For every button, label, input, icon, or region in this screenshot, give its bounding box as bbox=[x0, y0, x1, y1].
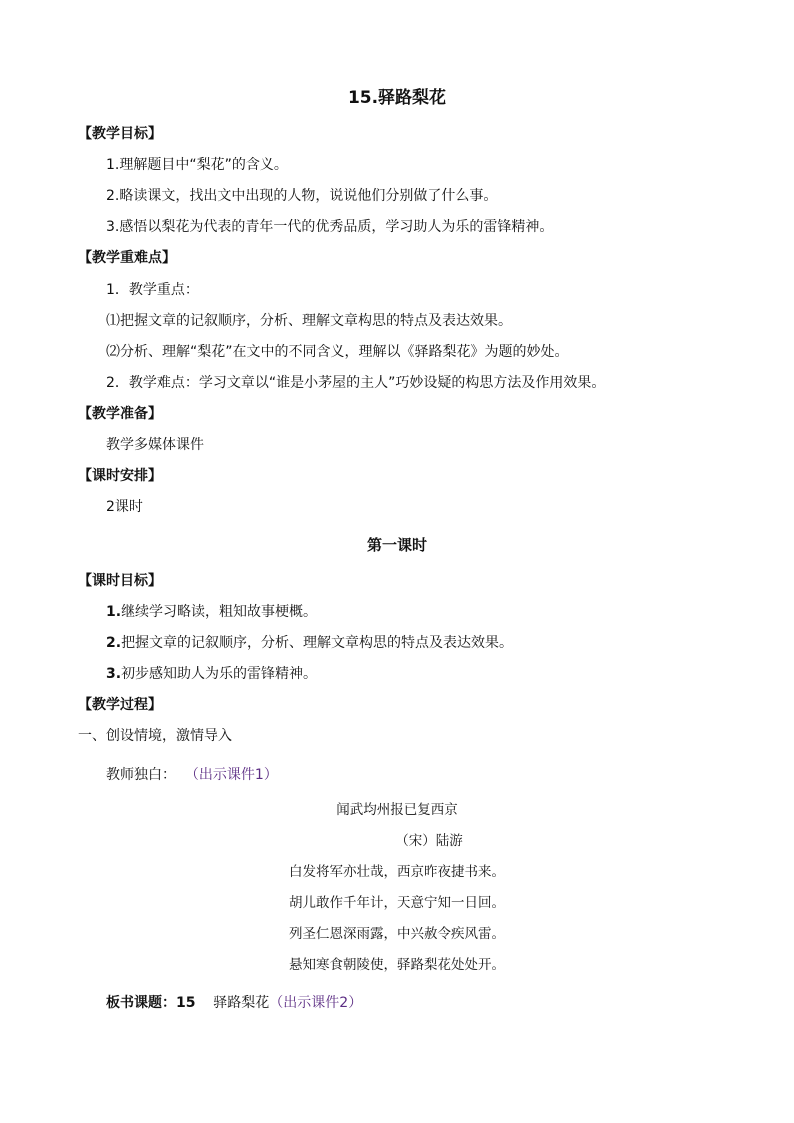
board-title-line bbox=[106, 993, 362, 1013]
poem-line-2: 胡儿敢作千年计，天意宁知一日回。 bbox=[289, 895, 505, 911]
board-label: 板书课题： bbox=[106, 995, 176, 1011]
courseware-1-link[interactable]: （出示课件1） bbox=[184, 767, 278, 783]
teacher-intro bbox=[106, 765, 278, 785]
board-num: 15 bbox=[176, 995, 196, 1011]
process-heading: 【教学过程】 bbox=[78, 697, 162, 713]
key-point-1a: ⑴把握文章的记叙顺序，分析、理解文章构思的特点及表达效果。 bbox=[106, 313, 512, 329]
poem-line-4: 悬知寒食朝陵使，驿路梨花处处开。 bbox=[289, 957, 505, 973]
document-title: 15.驿路梨花 bbox=[347, 88, 447, 108]
lesson1-goal-2-num: 2. bbox=[106, 635, 122, 651]
lesson1-goals-heading: 【课时目标】 bbox=[78, 573, 162, 589]
lesson1-goal-3 bbox=[106, 664, 317, 684]
poem-line-3: 列圣仁恩深雨露，中兴赦令疾风雷。 bbox=[289, 926, 505, 942]
schedule-text: 2课时 bbox=[106, 499, 143, 515]
step-1-heading: 一、创设情境，激情导入 bbox=[78, 728, 232, 744]
lesson1-goal-1-text: 继续学习略读，粗知故事梗概。 bbox=[121, 604, 318, 620]
lesson1-goal-3-num: 3. bbox=[106, 666, 122, 682]
goal-item-1: 1.理解题目中“梨花”的含义。 bbox=[106, 157, 288, 173]
prep-heading: 【教学准备】 bbox=[78, 406, 162, 422]
key-point-2: 2．教学难点：学习文章以“谁是小茅屋的主人”巧妙设疑的构思方法及作用效果。 bbox=[106, 375, 606, 391]
key-points-heading: 【教学重难点】 bbox=[78, 250, 176, 266]
board-title: 驿路梨花 bbox=[213, 995, 270, 1011]
teacher-intro-label: 教师独白： bbox=[106, 767, 176, 783]
poem-author: （宋）陆游 bbox=[395, 833, 463, 849]
lesson1-title: 第一课时 bbox=[366, 536, 427, 554]
schedule-heading: 【课时安排】 bbox=[78, 468, 162, 484]
prep-text: 教学多媒体课件 bbox=[106, 437, 204, 453]
key-point-1: 1．教学重点： bbox=[106, 282, 199, 298]
goal-item-2: 2.略读课文，找出文中出现的人物，说说他们分别做了什么事。 bbox=[106, 188, 498, 204]
lesson1-goal-1 bbox=[106, 602, 317, 622]
poem-line-1: 白发将军亦壮哉，西京昨夜捷书来。 bbox=[289, 864, 505, 880]
lesson1-goal-1-num: 1. bbox=[106, 604, 122, 620]
courseware-2-link[interactable]: （出示课件2） bbox=[269, 995, 363, 1011]
goal-item-3: 3.感悟以梨花为代表的青年一代的优秀品质，学习助人为乐的雷锋精神。 bbox=[106, 219, 554, 235]
goals-heading: 【教学目标】 bbox=[78, 126, 162, 142]
lesson1-goal-2-text: 把握文章的记叙顺序，分析、理解文章构思的特点及表达效果。 bbox=[121, 635, 514, 651]
key-point-1b: ⑵分析、理解“梨花”在文中的不同含义，理解以《驿路梨花》为题的妙处。 bbox=[106, 344, 569, 360]
poem-title: 闻武均州报已复西京 bbox=[336, 802, 458, 818]
lesson1-goal-2 bbox=[106, 633, 513, 653]
lesson1-goal-3-text: 初步感知助人为乐的雷锋精神。 bbox=[121, 666, 318, 682]
